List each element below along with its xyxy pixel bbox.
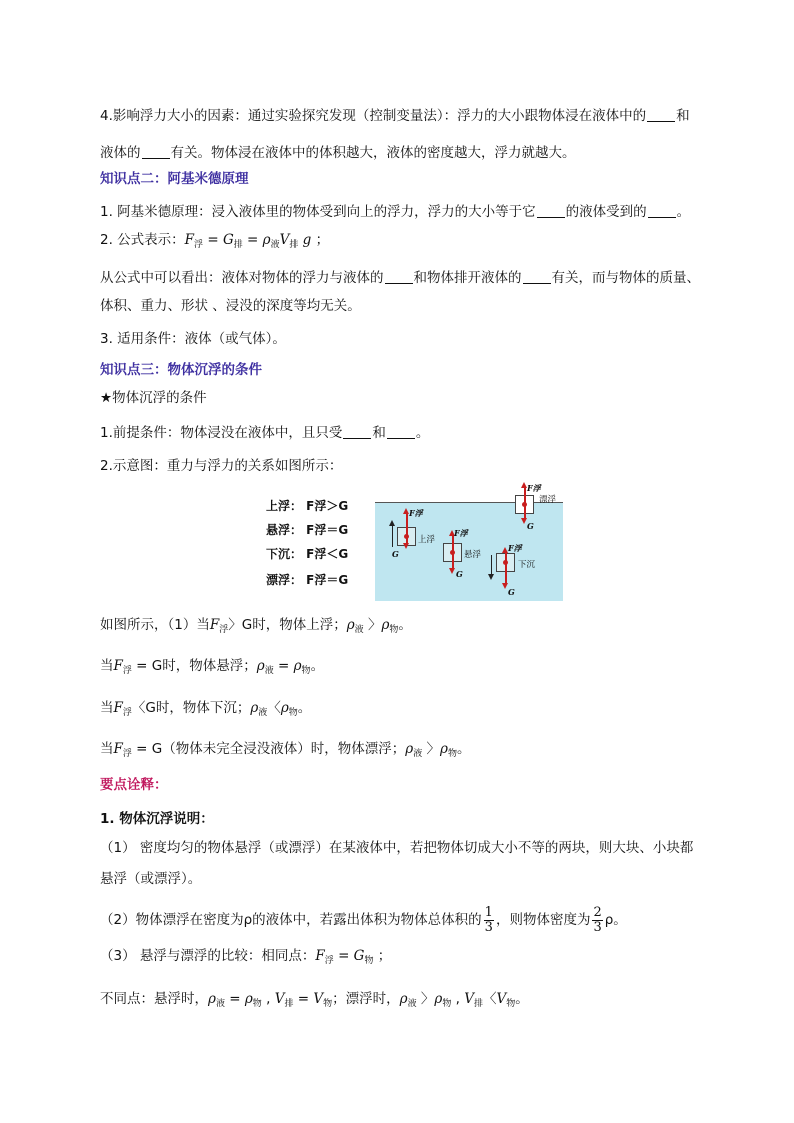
fill-blank[interactable] (523, 269, 551, 284)
diagram-intro: 2.示意图：重力与浮力的关系如图所示： (100, 458, 343, 474)
legend-suspend: 悬浮： F浮＝G (266, 523, 349, 537)
fill-blank[interactable] (343, 424, 371, 439)
condition-sink: 当$F_浮$〈G时，物体下沉；$\rho_液$〈$\rho_物$。 (100, 700, 312, 718)
section-heading-archimedes: 知识点二：阿基米德原理 (100, 171, 249, 187)
fill-blank[interactable] (387, 424, 415, 439)
force-label-G: G (392, 549, 399, 559)
water-surface (375, 502, 563, 503)
note-1-cont: 悬浮（或漂浮）。 (100, 871, 202, 887)
center-dot (503, 560, 508, 565)
formula-explanation-cont: 体积、重力、形状 、浸没的深度等均无关。 (100, 298, 361, 314)
formula-explanation: 从公式中可以看出：液体对物体的浮力与液体的 和物体排开液体的 有关，而与物体的质量、 (100, 270, 700, 286)
note-3-differences: 不同点：悬浮时，$\rho_液 = \rho_物$ , $V_排 = V_物$；漂浮时，$\rho_液$ 〉$\rho_物$ , $V_排$〈$V_物$。 (100, 991, 529, 1009)
note-3: （3） 悬浮与漂浮的比较：相同点：$F_浮 = G_物$ ； (100, 948, 392, 966)
formula: $F_浮 = G_排 = \rho_液V_排$ g (184, 232, 312, 250)
fill-blank[interactable] (142, 144, 170, 159)
gravity-arrow (505, 562, 507, 584)
legend-rise: 上浮： F浮＞G (266, 499, 349, 513)
paragraph-buoyancy-factors: 4.影响浮力大小的因素：通过实验探究发现（控制变量法）：浮力的大小跟物体浸在液体中的 和 (100, 108, 690, 124)
buoyancy-diagram (262, 483, 564, 601)
fraction-one-third: $\frac{1}{3}$ (484, 904, 493, 935)
label-suspend: 悬浮 (464, 550, 482, 560)
force-label-F: F浮 (508, 543, 522, 553)
legend-float: 漂浮： F浮＝G (266, 573, 349, 587)
force-label-F: F浮 (409, 508, 423, 518)
condition-float: 当$F_浮 = G$（物体未完全浸没液体）时，物体漂浮；$\rho_液$ 〉$\rho_物$。 (100, 741, 471, 759)
condition-rise: 如图所示，（1）当$F_浮$〉G时，物体上浮；$\rho_液$ 〉$\rho_物$。 (100, 617, 412, 635)
floating-notes-heading: 1. 物体沉浮说明： (100, 811, 214, 827)
force-label-F: F浮 (454, 528, 468, 538)
fraction-two-thirds: $\frac{2}{3}$ (593, 904, 602, 935)
formula-line: 2. 公式表示：$F_浮 = G_排 = \rho_液V_排$ g ； (100, 232, 330, 250)
legend-sink: 下沉： F浮＜G (266, 547, 349, 561)
fill-blank[interactable] (537, 203, 565, 218)
archimedes-principle: 1. 阿基米德原理：浸入液体里的物体受到向上的浮力，浮力的大小等于它 的液体受到的 。 (100, 204, 691, 220)
fill-blank[interactable] (648, 203, 676, 218)
section-heading-floating-conditions: 知识点三：物体沉浮的条件 (100, 362, 262, 378)
note-2: （2）物体漂浮在密度为ρ的液体中，若露出体积为物体总体积的 $\frac{1}{3}$ ，则物体密度为 $\frac{2}{3}$ ρ。 (100, 904, 627, 935)
label-rise: 上浮 (418, 535, 436, 545)
force-label-G: G (456, 569, 463, 579)
star-subheading: ★物体沉浮的条件 (100, 390, 207, 406)
paragraph-buoyancy-factors-cont: 液体的 有关。物体浸在液体中的体积越大，液体的密度越大，浮力就越大。 (100, 145, 576, 161)
force-label-G: G (527, 521, 534, 531)
center-dot (522, 502, 527, 507)
label-float: 漂浮 (539, 495, 557, 505)
precondition: 1.前提条件：物体浸没在液体中，且只受 和 。 (100, 425, 430, 441)
note-1: （1） 密度均匀的物体悬浮（或漂浮）在某液体中，若把物体切成大小不等的两块，则大块、小块都 (100, 840, 694, 856)
label-sink: 下沉 (518, 560, 536, 570)
condition-suspend: 当$F_浮 = G$时，物体悬浮；$\rho_液 = \rho_物$。 (100, 658, 325, 676)
buoyant-force-arrow (406, 513, 408, 536)
fill-blank[interactable] (647, 107, 675, 122)
applicable-conditions: 3. 适用条件：液体（或气体）。 (100, 331, 286, 347)
key-points-heading: 要点诠释： (100, 777, 168, 793)
center-dot (404, 534, 409, 539)
motion-down-arrow (491, 555, 492, 575)
center-dot (450, 550, 455, 555)
force-label-F: F浮 (527, 483, 541, 493)
motion-up-arrow (392, 525, 393, 547)
force-label-G: G (508, 587, 515, 597)
fill-blank[interactable] (385, 269, 413, 284)
